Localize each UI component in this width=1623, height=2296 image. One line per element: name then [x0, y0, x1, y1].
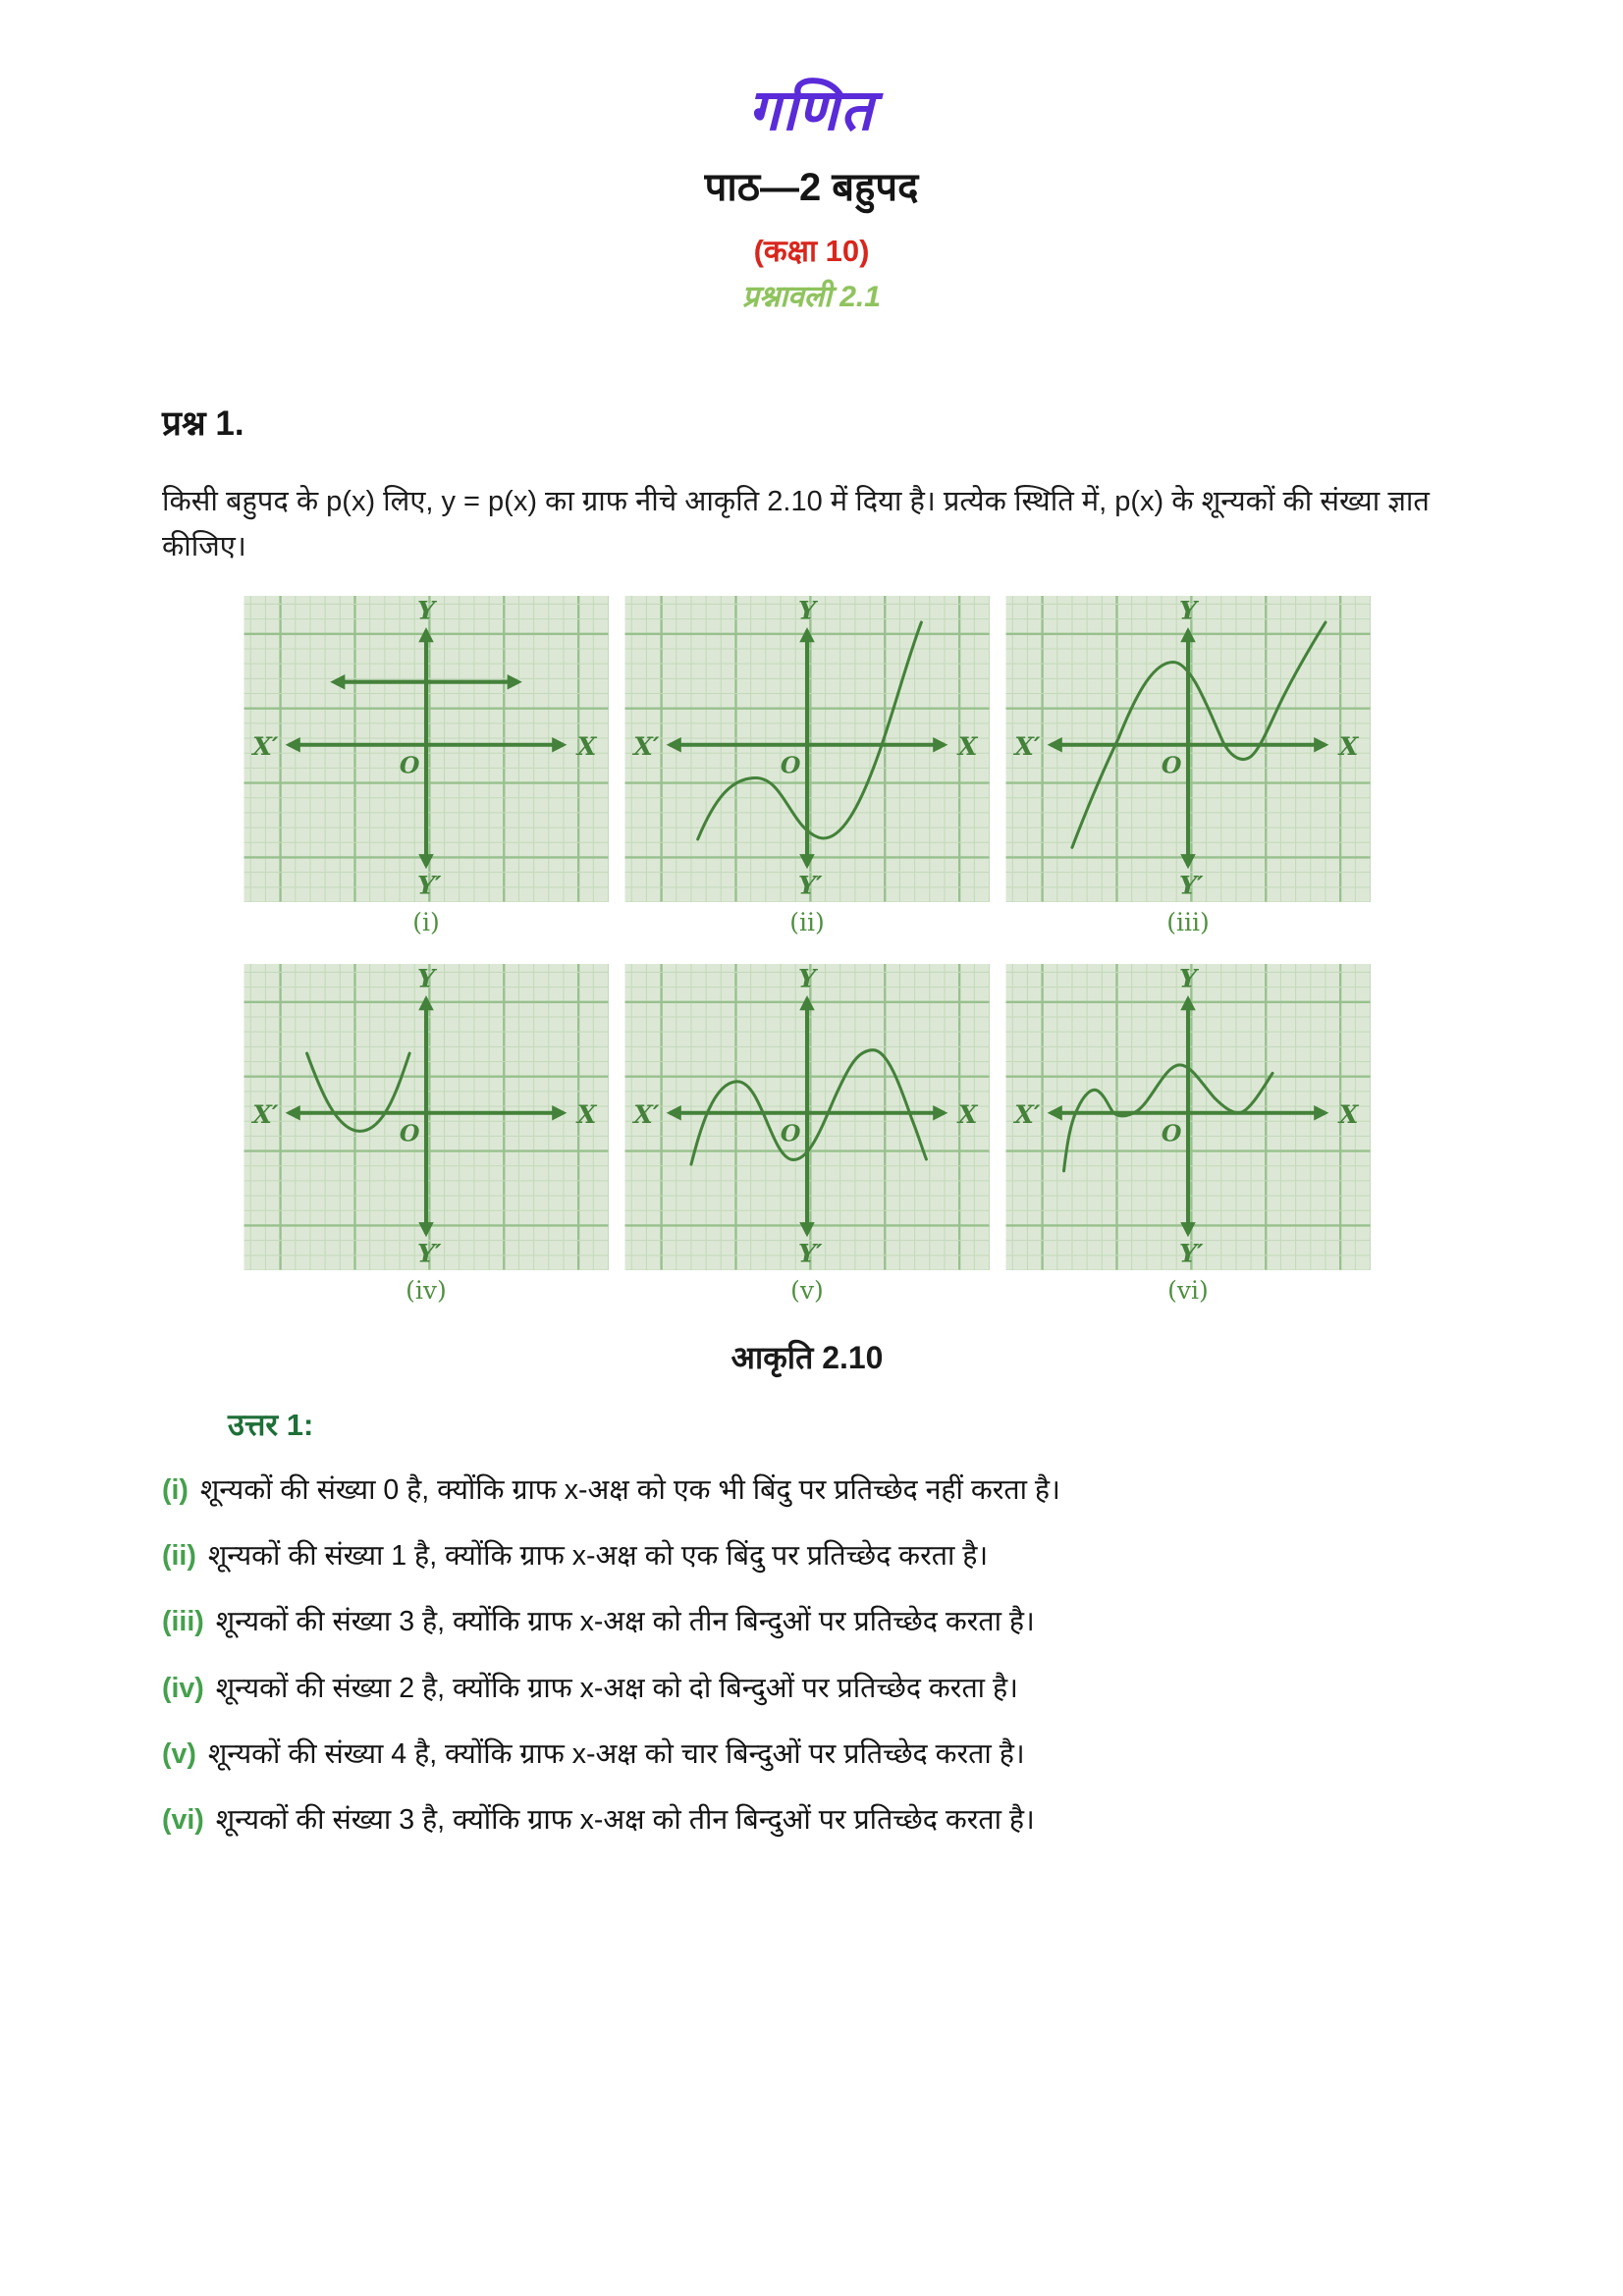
figure-caption: आकृति 2.10	[730, 1339, 884, 1375]
graph-cell-3	[1005, 596, 1371, 964]
answer-text: शून्यकों की संख्या 2 है, क्योंकि ग्राफ x-अक्ष को दो बिन्दुओं पर प्रतिच्छेद करता है।	[215, 1672, 1018, 1704]
graph-sublabel: (vi)	[1167, 1275, 1209, 1305]
graph-sublabel: (iv)	[406, 1275, 447, 1305]
svg-text:Y′: Y′	[1179, 870, 1204, 900]
svg-text:X: X	[576, 730, 597, 761]
graph-cell-6	[1005, 964, 1371, 1332]
svg-text:Y: Y	[797, 595, 817, 625]
svg-text:Y′: Y′	[798, 1238, 823, 1268]
svg-text:X: X	[957, 730, 978, 761]
svg-text:O: O	[780, 1119, 801, 1148]
svg-text:X′: X′	[252, 1098, 279, 1129]
question-text: किसी बहुपद के p(x) लिए, y = p(x) का ग्राफ नीचे आकृति 2.10 में दिया है। प्रत्येक स्थिति में, p(x) के शून्यकों की संख्या ज्ञात कीजिए।	[162, 486, 1430, 563]
svg-text:Y′: Y′	[1179, 1238, 1204, 1268]
answer-marker: (iv)	[162, 1672, 204, 1704]
graph-sublabel: (ii)	[789, 907, 825, 936]
graph-sublabel: (i)	[412, 907, 440, 936]
graph-i	[243, 596, 609, 902]
svg-text:O: O	[1161, 1119, 1182, 1148]
answer-item-iv	[162, 1669, 1486, 1709]
graph-sublabel: (iii)	[1166, 907, 1210, 936]
svg-text:X′: X′	[252, 730, 279, 761]
class-line: (कक्षा 10)	[753, 234, 870, 268]
answer-marker: (i)	[162, 1473, 189, 1506]
svg-text:X: X	[1338, 1098, 1359, 1129]
svg-text:Y: Y	[797, 963, 817, 993]
graph-v	[624, 964, 990, 1270]
answer-item-v	[162, 1735, 1486, 1775]
svg-text:Y: Y	[416, 595, 436, 625]
graph-vi	[1005, 964, 1371, 1270]
figure-2-10	[243, 596, 1371, 1378]
answer-marker: (ii)	[162, 1540, 196, 1573]
svg-text:O: O	[399, 1119, 420, 1148]
answer-text: शून्यकों की संख्या 3 है, क्योंकि ग्राफ x-अक्ष को तीन बिन्दुओं पर प्रतिच्छेद करता है।	[215, 1606, 1035, 1638]
figure-grid	[243, 596, 1371, 1332]
graph-sublabel: (v)	[790, 1275, 824, 1305]
answer-item-iii	[162, 1602, 1486, 1642]
page-header	[0, 0, 1623, 315]
page-title: गणित	[748, 77, 875, 143]
chapter-heading: पाठ—2 बहुपद	[704, 166, 919, 209]
svg-text:Y: Y	[1178, 595, 1198, 625]
answer-item-vi	[162, 1800, 1486, 1841]
answer-item-ii	[162, 1536, 1486, 1576]
svg-text:X′: X′	[633, 730, 660, 761]
graph-cell-1	[243, 596, 609, 964]
answer-item-i	[162, 1470, 1486, 1511]
svg-text:Y: Y	[1178, 963, 1198, 993]
graph-iv	[243, 964, 609, 1270]
svg-text:Y: Y	[416, 963, 436, 993]
svg-text:X: X	[576, 1098, 597, 1129]
graph-ii	[624, 596, 990, 902]
answer-heading: उत्तर 1:	[228, 1407, 314, 1442]
answer-text: शून्यकों की संख्या 0 है, क्योंकि ग्राफ x-अक्ष को एक भी बिंदु पर प्रतिच्छेद नहीं करता है।	[199, 1473, 1060, 1506]
question-number: प्रश्न 1.	[162, 404, 244, 443]
graph-cell-4	[243, 964, 609, 1332]
graph-iii	[1005, 596, 1371, 902]
svg-text:X′: X′	[1014, 1098, 1041, 1129]
svg-text:X′: X′	[1014, 730, 1041, 761]
svg-text:Y′: Y′	[798, 870, 823, 900]
graph-cell-5	[624, 964, 990, 1332]
svg-text:X′: X′	[633, 1098, 660, 1129]
answer-marker: (iii)	[162, 1606, 204, 1638]
answer-marker: (vi)	[162, 1804, 204, 1837]
answer-list	[162, 1470, 1486, 1842]
svg-text:Y′: Y′	[417, 1238, 442, 1268]
svg-text:O: O	[780, 751, 801, 779]
svg-text:X: X	[1338, 730, 1359, 761]
graph-cell-2	[624, 596, 990, 964]
answer-text: शून्यकों की संख्या 1 है, क्योंकि ग्राफ x-अक्ष को एक बिंदु पर प्रतिच्छेद करता है।	[207, 1540, 989, 1573]
svg-text:Y′: Y′	[417, 870, 442, 900]
exercise-line: प्रश्नावली 2.1	[742, 281, 881, 313]
svg-text:O: O	[399, 751, 420, 779]
answer-text: शून्यकों की संख्या 3 है, क्योंकि ग्राफ x-अक्ष को तीन बिन्दुओं पर प्रतिच्छेद करता है।	[215, 1804, 1035, 1837]
svg-text:O: O	[1161, 751, 1182, 779]
svg-text:X: X	[957, 1098, 978, 1129]
answer-text: शून्यकों की संख्या 4 है, क्योंकि ग्राफ x-अक्ष को चार बिन्दुओं पर प्रतिच्छेद करता है।	[207, 1738, 1025, 1771]
answer-marker: (v)	[162, 1738, 196, 1771]
